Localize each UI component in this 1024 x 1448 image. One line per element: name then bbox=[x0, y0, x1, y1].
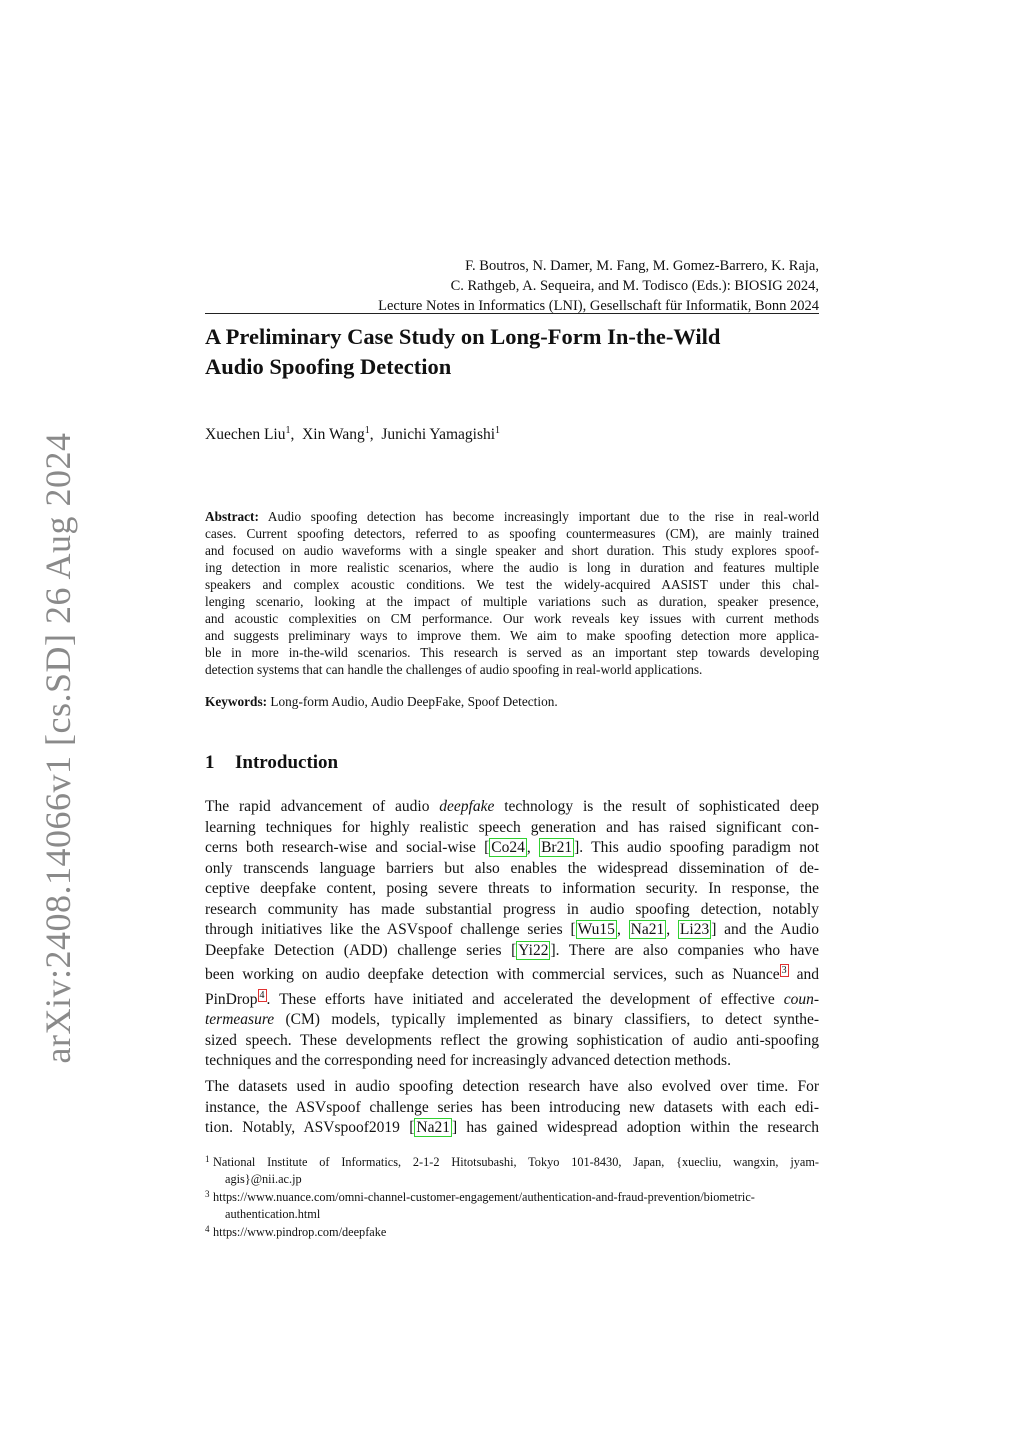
text-line: The rapid advancement of audio deepfake technology is the result of sophisticated deep bbox=[205, 798, 819, 815]
text-line: only transcends language barriers but also enables the widespread dissemination of de- bbox=[205, 859, 819, 877]
section-heading bbox=[205, 752, 338, 774]
text-line: through initiatives like the ASVspoof challenge series [ Wu15 , Na21 , Li23 ] and the Audio bbox=[205, 921, 820, 938]
abstract-line: ble in more in-the-wild scenarios. This research is served as an important step towards developing bbox=[205, 645, 819, 660]
text-line: instance, the ASVspoof challenge series has been introducing new datasets with each edi- bbox=[205, 1098, 819, 1116]
footnote bbox=[205, 1224, 819, 1241]
header-line-2: C. Rathgeb, A. Sequeira, and M. Todisco (Eds.): BIOSIG 2024, bbox=[450, 278, 819, 294]
footnote-url[interactable]: authentication.html bbox=[225, 1206, 321, 1221]
citation-link[interactable]: Wu15 bbox=[577, 921, 615, 938]
abstract-label: Abstract: bbox=[205, 509, 259, 524]
footnote-url[interactable]: https://www.nuance.com/omni-channel-customer-engagement/authentication-and-fraud-prevention/biometric- bbox=[213, 1190, 755, 1204]
footnote-mark: 1 bbox=[205, 1154, 210, 1164]
abstract bbox=[205, 508, 819, 678]
header-line-1: F. Boutros, N. Damer, M. Fang, M. Gomez-Barrero, K. Raja, bbox=[465, 258, 819, 274]
abstract-line: ing detection in more realistic scenarios, where the audio is long in duration and features multiple bbox=[205, 560, 819, 575]
footnote-url[interactable]: https://www.pindrop.com/deepfake bbox=[213, 1225, 387, 1239]
text-line: ceptive deepfake content, posing severe threats to information security. In response, the bbox=[205, 880, 819, 897]
footnote-mark: 3 bbox=[205, 1189, 210, 1199]
header-line-3: Lecture Notes in Informatics (LNI), Gesellschaft für Informatik, Bonn 2024 bbox=[378, 298, 819, 314]
text-line: techniques and the corresponding need for increasingly advanced detection methods. bbox=[205, 1052, 731, 1069]
footnote-text: National Institute of Informatics, 2-1-2 Hitotsubashi, Tokyo 101-8430, Japan, {xuecliu, wangxin, jyam- bbox=[213, 1155, 819, 1169]
text-line: learning techniques for highly realistic speech generation and has raised significant con- bbox=[205, 818, 819, 836]
abstract-line: lenging scenario, looking at the impact of multiple variations such as duration, speaker presence, bbox=[205, 594, 819, 609]
footnote bbox=[205, 1154, 819, 1187]
keywords-label: Keywords: bbox=[205, 694, 268, 709]
text-line: research community has made substantial progress in audio spoofing detection, notably bbox=[205, 900, 819, 918]
keywords bbox=[205, 694, 558, 710]
abstract-line: and suggests preliminary ways to improve them. We aim to make spoofing detection more applica- bbox=[205, 628, 819, 643]
citation-link[interactable]: Yi22 bbox=[518, 941, 549, 959]
intro-paragraph-1 bbox=[205, 797, 819, 1072]
footnote bbox=[205, 1189, 819, 1222]
abstract-line: and acoustic complexities on CM performance. Our work reveals key issues with current methods bbox=[205, 611, 819, 626]
author-list: Xuechen Liu$^1$, Xin Wang$^1$, Junichi Yamagishi$^1$ bbox=[205, 425, 501, 443]
abstract-line: and focused on audio waveforms with a single speaker and short duration. This study explores spoof- bbox=[205, 543, 819, 558]
section-title: Introduction bbox=[235, 752, 339, 773]
text-line: The datasets used in audio spoofing detection research have also evolved over time. For bbox=[205, 1078, 819, 1095]
footnote-link[interactable]: 3 bbox=[781, 965, 787, 976]
citation-link[interactable]: Br21 bbox=[541, 839, 573, 856]
footnote-text: agis}@nii.ac.jp bbox=[225, 1171, 302, 1186]
text-line: tion. Notably, ASVspoof2019 [ Na21 ] has gained widespread adoption within the research bbox=[205, 1119, 819, 1136]
footnotes bbox=[205, 1154, 819, 1243]
author-name: Xin Wang bbox=[302, 426, 365, 443]
keywords-text: Long-form Audio, Audio DeepFake, Spoof Detection. bbox=[270, 694, 558, 709]
citation-link[interactable]: Na21 bbox=[416, 1119, 450, 1136]
footnote-mark: 4 bbox=[205, 1224, 210, 1234]
text-line: sized speech. These developments reflect the growing sophistication of audio anti-spoofing bbox=[205, 1031, 819, 1049]
text-line: cerns both research-wise and social-wise [ Co24 , Br21 ]. This audio spoofing paradigm not bbox=[205, 839, 820, 856]
arxiv-identifier-stamp: arXiv:2408.14066v1 [cs.SD] 26 Aug 2024 bbox=[38, 432, 78, 1064]
author-affiliation-mark: 1 bbox=[495, 425, 501, 436]
section-number: 1 bbox=[205, 752, 215, 773]
author-affiliation-mark: 1 bbox=[285, 425, 291, 436]
title-line-1: A Preliminary Case Study on Long-Form In-the-Wild bbox=[205, 324, 721, 349]
author-name: Xuechen Liu bbox=[205, 426, 286, 443]
text-line: PinDrop $^4$ . These efforts have initiated and accelerated the development of effective coun- bbox=[205, 989, 819, 1008]
abstract-line: speakers and complex acoustic conditions. We test the widely-acquired AASIST under this chal- bbox=[205, 577, 819, 592]
citation-link[interactable]: Na21 bbox=[630, 921, 665, 938]
citation-link[interactable]: Li23 bbox=[679, 921, 710, 938]
abstract-line: cases. Current spoofing detectors, referred to as spoofing countermeasures (CM), are mainly trained bbox=[205, 526, 819, 541]
header-rule bbox=[205, 313, 819, 314]
author-name: Junichi Yamagishi bbox=[381, 426, 496, 443]
footnote-link[interactable]: 4 bbox=[259, 989, 265, 1001]
proceedings-header bbox=[205, 256, 819, 316]
title-line-2: Audio Spoofing Detection bbox=[205, 354, 452, 379]
author-affiliation-mark: 1 bbox=[364, 425, 370, 436]
text-line: Deepfake Detection (ADD) challenge series [ Yi22 ]. There are also companies who have bbox=[205, 941, 819, 959]
citation-link[interactable]: Co24 bbox=[491, 839, 525, 856]
text-line: termeasure (CM) models, typically implemented as binary classifiers, to detect synthe- bbox=[205, 1011, 819, 1028]
intro-paragraph-2 bbox=[205, 1077, 819, 1139]
abstract-line: Abstract: Audio spoofing detection has become increasingly important due to the rise in real-world bbox=[205, 509, 819, 524]
abstract-line: detection systems that can handle the challenges of audio spoofing in real-world applications. bbox=[205, 662, 703, 677]
paper-title bbox=[205, 322, 819, 382]
text-line: been working on audio deepfake detection with commercial services, such as Nuance $^3$ and bbox=[205, 965, 819, 983]
